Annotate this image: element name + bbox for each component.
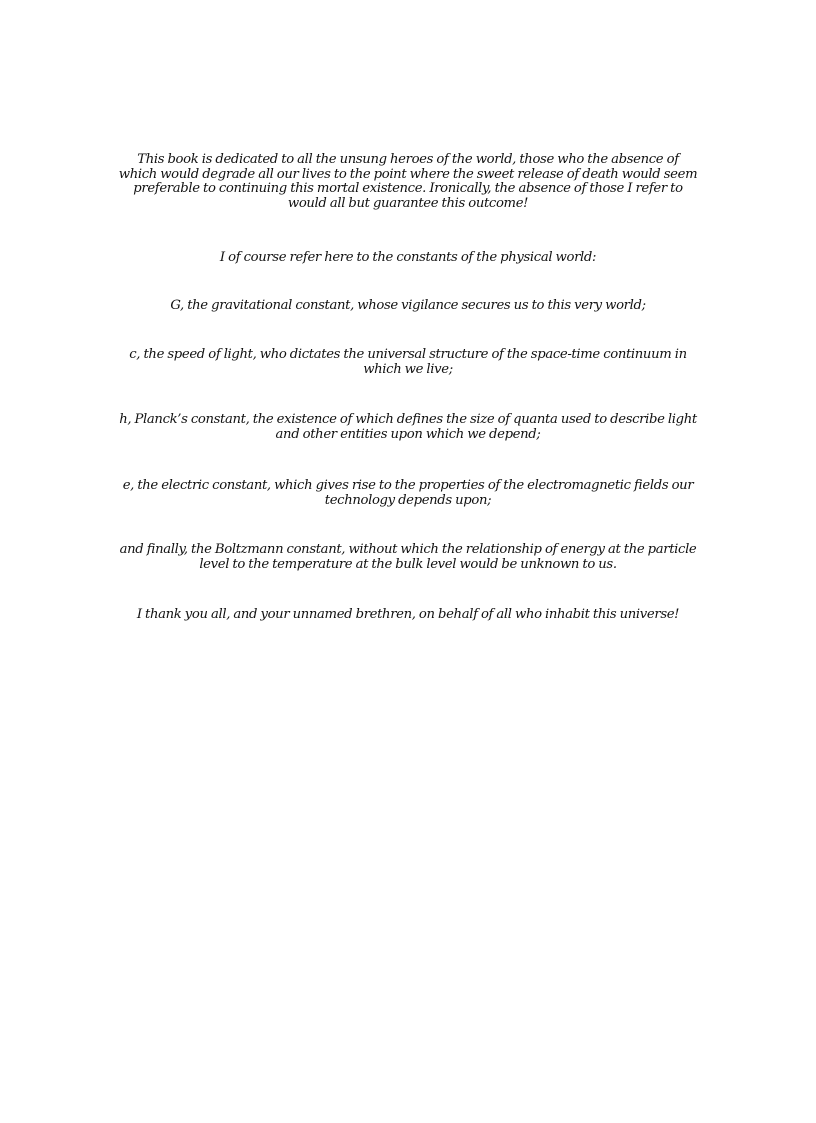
dedication-intro-paragraph: This book is dedicated to all the unsung heroes of the world, those who the absence of which would degrade all our lives to the point where the sweet release of death would seem preferable to continuing this mortal existence. Ironically, the absence of those I refer to would all but guarantee this outcome! [118,152,698,211]
electric-constant-line: e, the electric constant, which gives rise to the properties of the electromagnetic fields our technology depends upon; [122,478,694,508]
boltzmann-constant-line: and finally, the Boltzmann constant, without which the relationship of energy at the particle level to the temperature at the bulk level would be unknown to us. [119,542,697,572]
gravitational-constant-line: G, the gravitational constant, whose vigilance secures us to this very world; [170,298,646,313]
planck-constant-line: h, Planck’s constant, the existence of which defines the size of quanta used to describe light and other entities upon which we depend; [119,412,697,442]
constants-intro-line: I of course refer here to the constants of the physical world: [219,250,597,265]
speed-of-light-line: c, the speed of light, who dictates the universal structure of the space-time continuum in which we live; [129,347,687,377]
closing-thanks-line: I thank you all, and your unnamed brethren, on behalf of all who inhabit this universe! [136,607,680,622]
